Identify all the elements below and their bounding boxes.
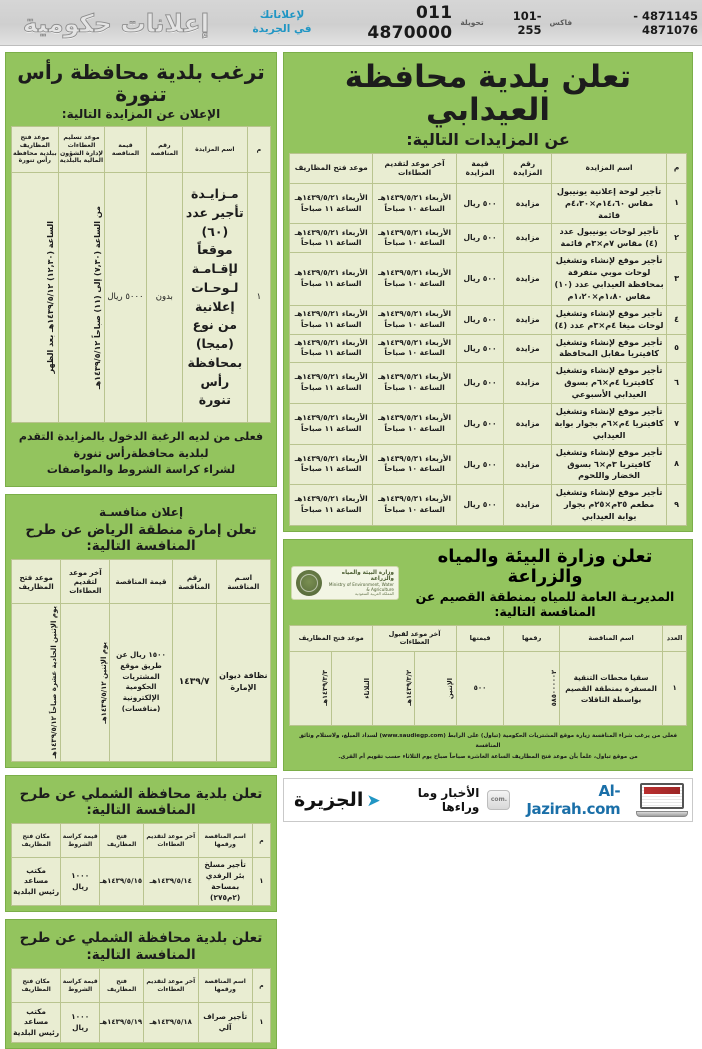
col-submit: آخر موعد لتقديم العطاءات <box>61 560 110 604</box>
col-submit: آخر موعد لقبول العطاءات <box>373 625 456 651</box>
cell-submit-time <box>58 173 105 423</box>
cell-index: ٥ <box>667 334 687 363</box>
cell-value: ٥٠٠ ريال <box>456 305 504 334</box>
ministry-disclaimer <box>289 726 687 765</box>
col-open: موعد فتح المظاريف <box>290 625 373 651</box>
cell-submit: الأربعاء ١٤٣٩/٥/٢١هـ الساعة ١٠ صباحاً <box>373 253 456 306</box>
cell-open-day <box>331 651 373 725</box>
cell-name: تأجير موقع لإنشاء وتشغيل كافيتريا ٤م×٦م بجوار بوابة العيدابي <box>552 403 667 444</box>
cell-value: ٥٠٠ ريال <box>456 183 504 224</box>
col-place: مكان فتح المظاريف <box>12 824 61 858</box>
cell-value: ٥٠٠ ريال <box>456 224 504 253</box>
cell-value: ٥٠٠ ريال <box>456 403 504 444</box>
cell-index: ١ <box>667 183 687 224</box>
cell-open: الأربعاء ١٤٣٩/٥/٢١هـ الساعة ١١ صباحاً <box>290 444 373 485</box>
col-name: اسم المزايدة <box>182 127 247 173</box>
ministry-logo <box>291 566 399 600</box>
col-name: اسـم المناقسة <box>216 560 270 604</box>
ministry-logo-line2: Ministry of Environment, Water & Agriculture <box>328 581 394 592</box>
col-submit: آخر موعد لتقديم العطاءات <box>144 824 198 858</box>
cell-open: الأربعاء ١٤٣٩/٥/٢١هـ الساعة ١١ صباحاً <box>290 485 373 526</box>
cell-submit-day <box>415 651 457 725</box>
cell-open: الأربعاء ١٤٣٩/٥/٢١هـ الساعة ١١ صباحاً <box>290 183 373 224</box>
cell-open: الأربعاء ١٤٣٩/٥/٢١هـ الساعة ١١ صباحاً <box>290 363 373 404</box>
riyadh-title: تعلن إمارة منطقة الرياض عن طرح المنافسة التالية: <box>25 521 257 555</box>
col-count: العدد <box>663 625 687 651</box>
cell-name: تأجير صراف آلي <box>198 1003 252 1043</box>
footer-line-3: لشراء كراسة الشروط والمواصفات <box>46 463 236 476</box>
left-column <box>283 52 693 906</box>
ministry-logo-text <box>325 570 394 597</box>
cell-value: ٥٠٠ <box>456 651 504 725</box>
cell-index: ٧ <box>667 403 687 444</box>
cell-open: الأربعاء ١٤٣٩/٥/٢١هـ الساعة ١١ صباحاً <box>290 224 373 253</box>
submit-time-text: من الساعة (٧,٣٠) إلى (١١) صباحاً ١٤٣٩/٥/١٢هـ <box>93 205 103 390</box>
cell-name: تأجير موقع لإنشاء وتشغيل لوحات ميغا ٤م×٣م عدد (٤) <box>552 305 667 334</box>
extension-label: تحويلة <box>460 18 484 27</box>
riyadh-table <box>11 559 271 761</box>
cell-submit: الأربعاء ١٤٣٩/٥/٢١هـ الساعة ١٠ صباحاً <box>373 485 456 526</box>
cell-value: ١٥٠٠ ريال عن طريق موقع المشتريات الحكومية الإلكترونية (منافسات) <box>110 604 172 761</box>
table-header-row <box>290 625 687 651</box>
cell-submit: الأربعاء ١٤٣٩/٥/٢١هـ الساعة ١٠ صباحاً <box>373 363 456 404</box>
cell-type: مزايدة <box>504 224 552 253</box>
col-value: قيمة المزايدة <box>456 153 504 183</box>
page-title: إعلانات حكومية <box>22 9 210 38</box>
cell-value: ٥٠٠ ريال <box>456 363 504 404</box>
col-index: م <box>252 824 270 858</box>
col-submit: موعد تسليم العطاءات لإدارة الشؤون المالية بالبلدية <box>58 127 105 173</box>
table-row <box>290 403 687 444</box>
col-open: موعد فتح المظاريف ببلدية محافظة رأس تنورة <box>12 127 59 173</box>
col-booklet: قيمة كراسة الشروط <box>61 824 100 858</box>
ras-tanura-footer <box>11 423 271 481</box>
col-number: رقمها <box>504 625 560 651</box>
cell-name: سقيا محطات التنقية المسفرة بمنطقة القصيم بواسطة الناقلات <box>559 651 662 725</box>
col-index: م <box>667 153 687 183</box>
cell-index: ٤ <box>667 305 687 334</box>
cell-type: مزايدة <box>504 363 552 404</box>
col-open: فتح المظاريف <box>100 824 144 858</box>
dot-com-icon: .com <box>487 790 510 810</box>
cell-value: ٥٠٠ ريال <box>456 253 504 306</box>
table-header-row <box>12 127 271 173</box>
table-row <box>12 1003 271 1043</box>
col-name: اسم المزايدة <box>552 153 667 183</box>
cell-open: ١٤٣٩/٥/١٥هـ <box>100 858 144 906</box>
cell-submit-date <box>373 651 415 725</box>
laptop-base <box>636 811 688 817</box>
ras-tanura-table <box>11 126 271 423</box>
panel-ministry-water <box>283 539 693 771</box>
cell-name: مـزايـدة تأجير عدد (٦٠) موقعاً لإقـامـة لـوحـات إعلانية من نوع (ميجا) بمحافظة رأس تنورة <box>182 173 247 423</box>
table-header-row <box>12 969 271 1003</box>
col-name: اسم المناقصة ورقمها <box>198 969 252 1003</box>
panel-riyadh-emirate <box>5 494 277 768</box>
cell-open: الأربعاء ١٤٣٩/٥/٢١هـ الساعة ١١ صباحاً <box>290 253 373 306</box>
cell-index: ٢ <box>667 224 687 253</box>
eidabi-header <box>289 58 687 153</box>
cell-name: تأجير موقع لإنشاء وتشغيل مطعم ٣٥م×٢٥م بجوار بوابة العيدابي <box>552 485 667 526</box>
ads-contact-line2: في الجريدة <box>252 22 312 35</box>
col-submit: آخر موعد لتقديم العطاءات <box>144 969 198 1003</box>
cell-open-time <box>12 173 59 423</box>
cell-name: تأجير لوحة إعلانية يونيبول مقاس ١٤،٦٠م×٤،٣٠م قائمة <box>552 183 667 224</box>
cell-type: مزايدة <box>504 183 552 224</box>
cell-type: مزايدة <box>504 334 552 363</box>
table-row <box>290 363 687 404</box>
submit-date-text: ١٤٣٩/٣/٢هـ <box>404 670 413 707</box>
cell-name: تأجير موقع لإنشاء وتشغيل كافيتريا مقابل المحافظة <box>552 334 667 363</box>
col-name: اسم المناقصة ورقمها <box>198 824 252 858</box>
cell-index: ١ <box>252 858 270 906</box>
cell-submit <box>61 604 110 761</box>
riyadh-eyebrow: إعلان منافسـة <box>98 504 184 519</box>
cell-submit: الأربعاء ١٤٣٩/٥/٢١هـ الساعة ١٠ صباحاً <box>373 444 456 485</box>
table-row <box>290 253 687 306</box>
cell-name: تأجير موقع لإنشاء وتشغيل كافيتريا ٣م×٦ بسوق الخضار واللحوم <box>552 444 667 485</box>
cell-submit: الأربعاء ١٤٣٩/٥/٢١هـ الساعة ١٠ صباحاً <box>373 183 456 224</box>
riyadh-header <box>11 500 271 560</box>
col-place: مكان فتح المظاريف <box>12 969 61 1003</box>
al-jazirah-logo <box>294 789 381 811</box>
cell-number <box>504 651 560 725</box>
fax-label: فاكس <box>549 18 573 27</box>
col-index: م <box>252 969 270 1003</box>
footer-line-1: فعلى من لديه الرغبة الدخول بالمزايدة التقدم <box>18 430 264 443</box>
cell-name: نظافة ديوان الإمارة <box>216 604 270 761</box>
eidabi-subtitle: عن المزايدات التالية: <box>406 129 570 149</box>
laptop-newspaper-image <box>636 783 682 817</box>
open-time-text: الساعة (١٢,٣٠) ١٤٣٩/٥/١٢هـ بعد الظهر <box>46 221 56 374</box>
cell-value: ٥٠٠ ريال <box>456 485 504 526</box>
table-row <box>290 651 687 725</box>
cell-name: تأجير موقع لإنشاء وتشغيل لوحات موبي متفرقة بمحافظة العيدابي عدد (١٠) مقاس ١،٨٠م×١،٢٠م <box>552 253 667 306</box>
number-text: ٥٨٥٠٠٠٠٠٢ <box>549 670 558 707</box>
cell-place: مكتب مساعد رئيس البلدية <box>12 858 61 906</box>
cell-place: مكتب مساعد رئيس البلدية <box>12 1003 61 1043</box>
cell-value: ٥٠٠٠ ريال <box>105 173 146 423</box>
cell-submit: الأربعاء ١٤٣٩/٥/٢١هـ الساعة ١٠ صباحاً <box>373 403 456 444</box>
col-name: اسم المناقصة <box>559 625 662 651</box>
panel-shamli-2 <box>5 919 277 1049</box>
ministry-table <box>289 625 687 726</box>
cell-type: مزايدة <box>504 305 552 334</box>
shamli-2-title: تعلن بلدية محافظة الشملي عن طرح المنافسة التالية: <box>19 930 263 964</box>
cell-submit: الأربعاء ١٤٣٩/٥/٢١هـ الساعة ١٠ صباحاً <box>373 334 456 363</box>
al-jazirah-brand-ar: الجزيرة <box>294 788 364 811</box>
col-number: رقم المناقصة <box>172 560 216 604</box>
cell-index: ٨ <box>667 444 687 485</box>
laptop-screen <box>640 783 684 809</box>
col-booklet: قيمة كراسة الشروط <box>61 969 100 1003</box>
cell-number: ١٤٣٩/٧ <box>172 604 216 761</box>
cell-name: تأجير موقع لإنشاء وتشغيل كافيتريا ٤م×٦م بسوق العيدابي الأسبوعي <box>552 363 667 404</box>
table-row <box>290 183 687 224</box>
table-row <box>12 604 271 761</box>
ras-tanura-subtitle: الإعلان عن المزايدة التالية: <box>61 107 221 121</box>
col-tender-no: رقم المناقصة <box>146 127 182 173</box>
col-submit: آخر موعد لتقديم العطاءات <box>373 153 456 183</box>
right-column <box>5 52 277 1037</box>
cell-tender-no: بدون <box>146 173 182 423</box>
cell-type: مزايدة <box>504 485 552 526</box>
cell-open: الأربعاء ١٤٣٩/٥/٢١هـ الساعة ١١ صباحاً <box>290 334 373 363</box>
disclaimer-line-2: من موقع تباول، علماً بأن موعد فتح المظاريف الساعة العاشرة صباحاً صباح يوم الثلاثاء حسب تقويم أم القرى. <box>338 753 638 760</box>
col-type: رقم المزايدة <box>504 153 552 183</box>
saudi-palm-swords-seal-icon <box>296 570 322 596</box>
ras-tanura-header <box>11 58 271 126</box>
extension-value: 101-255 <box>512 8 542 37</box>
col-open: موعد فتح المظاريف <box>12 560 61 604</box>
open-text: يوم الإثنين الحادية عشرة صباحاً ١٤٣٩/٥/١٢هـ <box>50 606 59 759</box>
cell-booklet: ١٠٠٠ ريال <box>61 858 100 906</box>
shamli-2-table <box>11 968 271 1043</box>
phone-number: 011 4870000 <box>367 2 453 43</box>
ministry-title: تعلن وزارة البيئة والمياه والزراعة <box>437 545 653 587</box>
shamli-1-title: تعلن بلدية محافظة الشملي عن طرح المنافسة التالية: <box>19 785 263 819</box>
cell-open: الأربعاء ١٤٣٩/٥/٢١هـ الساعة ١١ صباحاً <box>290 403 373 444</box>
panel-shamli-1 <box>5 775 277 913</box>
cell-open <box>12 604 61 761</box>
ministry-logo-line3: المملكة العربية السعودية <box>355 591 394 597</box>
fax-value: 4871145 - 4871076 <box>633 8 698 37</box>
col-value: قيمة المناقصة <box>110 560 172 604</box>
cell-open: الأربعاء ١٤٣٩/٥/٢١هـ الساعة ١١ صباحاً <box>290 305 373 334</box>
bird-icon: ➤ <box>366 790 381 811</box>
ads-contact-line1: لإعلاناتك <box>259 9 305 22</box>
cell-count: ١ <box>663 651 687 725</box>
cell-open: ١٤٣٩/٥/١٩هـ <box>100 1003 144 1043</box>
shamli-1-header <box>11 781 271 824</box>
shamli-1-table <box>11 823 271 906</box>
ministry-header <box>289 545 687 625</box>
table-row <box>290 444 687 485</box>
contact-numbers <box>332 3 702 43</box>
masthead-bar <box>0 0 702 46</box>
cell-value: ٥٠٠ ريال <box>456 444 504 485</box>
table-row <box>290 485 687 526</box>
ministry-title-block <box>405 547 685 620</box>
cell-index: ٩ <box>667 485 687 526</box>
cell-index: ١ <box>247 173 270 423</box>
cell-name: تأجير لوحات يونيبول عدد (٤) مقاس ٧م×٣م قائمة <box>552 224 667 253</box>
cell-type: مزايدة <box>504 253 552 306</box>
table-row <box>12 173 271 423</box>
table-header-row <box>12 560 271 604</box>
cell-open-date <box>290 651 332 725</box>
open-date-text: ١٤٣٩/٣/٣هـ <box>321 670 330 707</box>
cell-submit: ١٤٣٩/٥/١٨هـ <box>144 1003 198 1043</box>
cell-booklet: ١٠٠٠ ريال <box>61 1003 100 1043</box>
al-jazirah-ad-banner[interactable] <box>283 778 693 822</box>
cell-index: ٦ <box>667 363 687 404</box>
table-header-row <box>12 824 271 858</box>
cell-index: ٣ <box>667 253 687 306</box>
col-open: موعد فتح المظاريف <box>290 153 373 183</box>
disclaimer-line-1: فعلى من يرغب شراء المنافسة زيارة موقع المشتريات الحكومية (تباول) على الرابط (www.saudiegp.com) لسداد المبلغ، ولاستلام وثائق المنافسة <box>298 732 677 750</box>
table-row <box>12 858 271 906</box>
page-body <box>0 46 702 1037</box>
panel-ras-tanura <box>5 52 277 487</box>
panel-eidabi <box>283 52 693 532</box>
ads-contact-label <box>232 9 332 35</box>
ministry-logo-line1: وزارة البيئة والمياه والزراعة <box>341 569 394 583</box>
submit-text: يوم الإثنين ١٤٣٩/٥/١٢هـ <box>99 641 108 724</box>
col-open: فتح المظاريف <box>100 969 144 1003</box>
table-row <box>290 305 687 334</box>
col-value: قيمتها <box>456 625 504 651</box>
al-jazirah-website-link[interactable]: Al-Jazirah.com <box>526 781 621 818</box>
shamli-2-header <box>11 925 271 968</box>
open-day-text: الثلاثاء <box>362 677 371 699</box>
table-header-row <box>290 153 687 183</box>
footer-line-2: لبلدية محافظةرأس تنورة <box>73 446 209 460</box>
submit-day-text: الإثنين <box>446 677 455 699</box>
cell-index: ١ <box>252 1003 270 1043</box>
table-row <box>290 224 687 253</box>
table-row <box>290 334 687 363</box>
cell-submit: الأربعاء ١٤٣٩/٥/٢١هـ الساعة ١٠ صباحاً <box>373 224 456 253</box>
cell-submit: ١٤٣٩/٥/١٤هـ <box>144 858 198 906</box>
eidabi-title: تعلن بلدية محافظة العيدابي <box>344 59 632 128</box>
cell-submit: الأربعاء ١٤٣٩/٥/٢١هـ الساعة ١٠ صباحاً <box>373 305 456 334</box>
col-value: قيمة المناقصة <box>105 127 146 173</box>
cell-value: ٥٠٠ ريال <box>456 334 504 363</box>
ras-tanura-title: ترغب بلدية محافظة رأس تنورة <box>17 60 265 106</box>
cell-name: تأجير مسلخ بئر الرفدي بمساحة (٢م٢٧٥) <box>198 858 252 906</box>
eidabi-table <box>289 153 687 526</box>
ministry-subtitle: المديريـة العامة للمياه بمنطقة القصيم عن المنافسة التالية: <box>415 588 675 620</box>
col-index: م <box>247 127 270 173</box>
al-jazirah-tagline: الأخبار وما وراءها <box>417 785 480 814</box>
cell-type: مزايدة <box>504 444 552 485</box>
cell-type: مزايدة <box>504 403 552 444</box>
